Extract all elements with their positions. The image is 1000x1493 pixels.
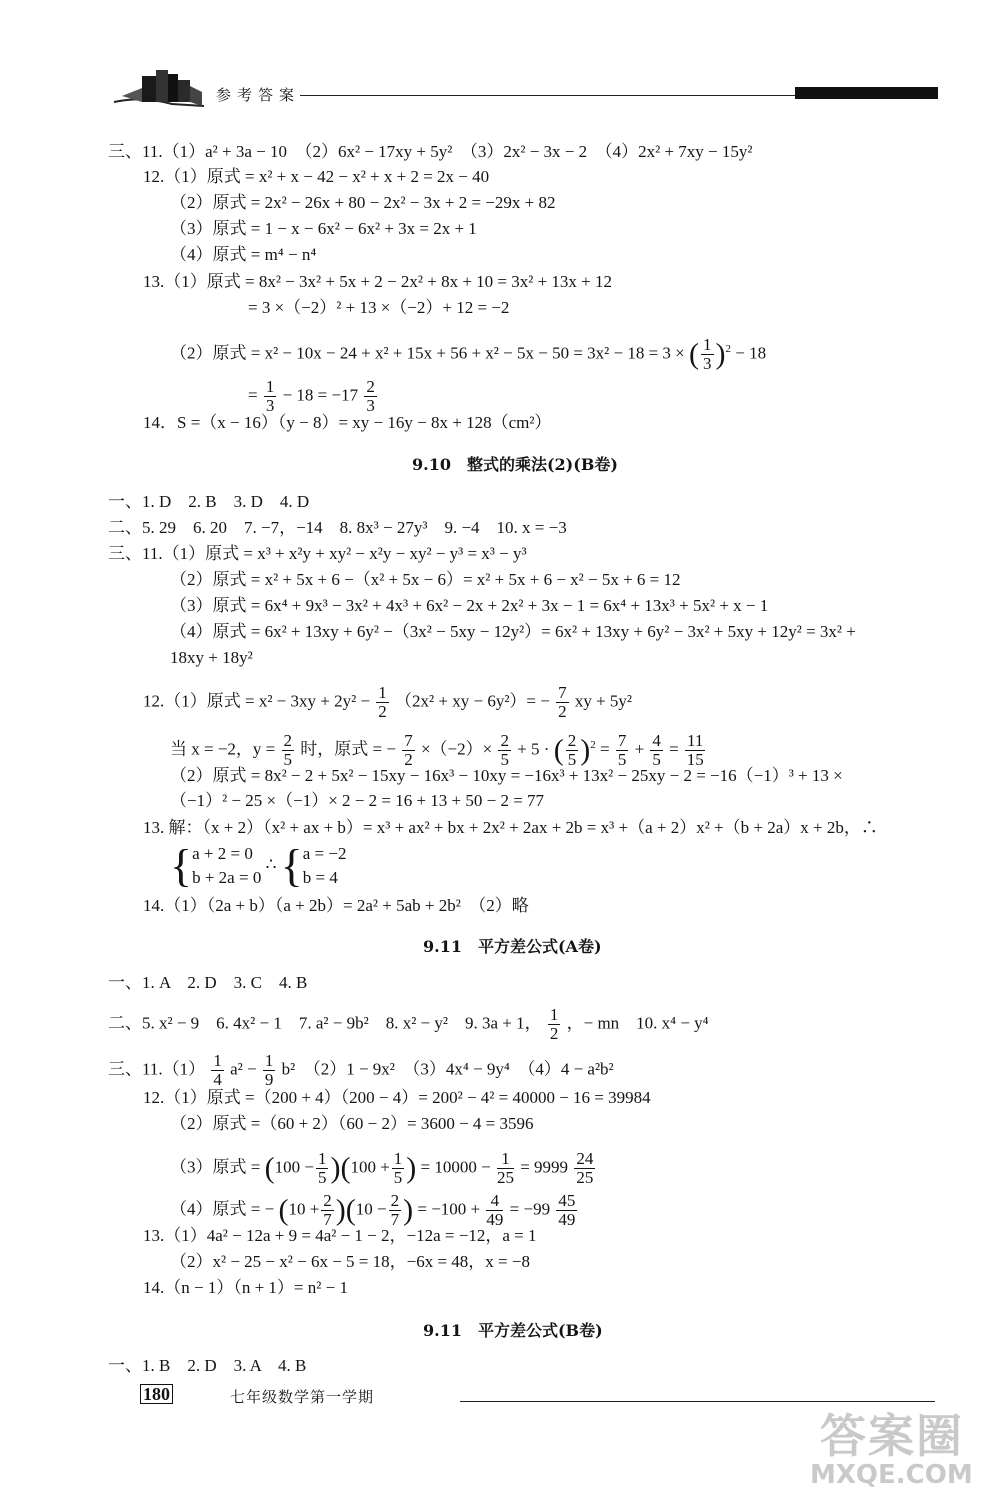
expr-text: = 10000 −: [420, 1157, 491, 1177]
fraction: $\frac{2}{3}$: [366, 377, 375, 415]
answer-line: [170, 732, 707, 769]
answer-line: （2）x² − 25 − x² − 6x − 5 = 18，−6x = 48，x = −8: [170, 1252, 530, 1271]
answer-line: （2）原式 = x² + 5x + 6 −（x² + 5x − 6）= x² + 5x + 6 − x² − 5x + 6 = 12: [170, 570, 681, 589]
header-rule-thick: [795, 87, 938, 99]
paren-right: ): [330, 1151, 341, 1185]
answer-line: （4）原式 = m⁴ − n⁴: [170, 245, 317, 264]
header-title: 参考答案: [216, 86, 301, 104]
expr-text: =: [599, 739, 610, 759]
equation-system: [170, 842, 346, 890]
expr-text: （4）原式 = −: [170, 1199, 275, 1219]
expr-text: ，− mn 10. x⁴ − y⁴: [566, 1013, 709, 1033]
paren-right: ): [580, 733, 591, 767]
brace-icon: {: [170, 840, 193, 891]
fraction: $\frac{1}{5}$: [317, 1149, 327, 1187]
expr-text: b² （2）1 − 9x² （3）4x⁴ − 9y⁴ （4）4 − a²b²: [281, 1059, 614, 1079]
expr-text: （2）原式 = x² − 10x − 24 + x² + 15x + 56 + x² − 5x − 50 = 3x² − 18 = 3 ×: [170, 343, 685, 363]
expr-text: a² −: [230, 1059, 257, 1079]
answer-line: [108, 1006, 709, 1043]
paren-left: (: [689, 337, 700, 371]
answer-line: （2）原式 = 8x² − 2 + 5x² − 15xy − 16x³ − 10xy = −16x³ + 13x² − 25xy − 2 = −16（−1）³ + 13 ×: [170, 766, 843, 785]
expr-text: 二、5. x² − 9 6. 4x² − 1 7. a² − 9b² 8. x² − y² 9. 3a + 1，: [108, 1013, 542, 1033]
answer-line: 18xy + 18y²: [170, 648, 253, 667]
expr-text: （3）原式 =: [170, 1157, 261, 1177]
answer-line: [143, 684, 632, 721]
answer-line: 二、5. 29 6. 20 7. −7，−14 8. 8x³ − 27y³ 9. −4 10. x = −3: [108, 518, 567, 537]
expr-text: = −99: [509, 1199, 551, 1219]
expr-text: + 5 ·: [517, 739, 550, 759]
fraction: $\frac{7}{2}$: [558, 683, 567, 721]
expr-text: = 9999: [520, 1157, 569, 1177]
answer-line: 13. 解：（x + 2）（x² + ax + b）= x³ + ax² + bx + 2x² + 2ax + 2b = x³ +（a + 2）x² +（b + 2a）x + 2b，∴: [143, 818, 878, 837]
paren-right: ): [406, 1151, 417, 1185]
answer-line: 13.（1）4a² − 12a + 9 = 4a² − 1 − 2，−12a = −12，a = 1: [143, 1226, 537, 1245]
watermark: [790, 1400, 990, 1488]
paren-left: (: [264, 1151, 275, 1185]
answer-line: （3）原式 = (100 − $\frac{1}{5}$ )(100 + $\frac{1}{5}$ ) = 10000 − $\frac{1}{25}$ = 9999 $\frac{24}{25}$: [170, 1149, 594, 1187]
answer-line: （−1）² − 25 ×（−1）× 2 − 2 = 16 + 13 + 50 − 2 = 77: [170, 791, 545, 810]
answer-line: （3）原式 = 1 − x − 6x² − 6x² + 3x = 2x + 1: [170, 219, 477, 238]
expr-text: xy + 5y²: [574, 691, 633, 711]
answer-line: 一、1. D 2. B 3. D 4. D: [108, 492, 310, 511]
answer-line: 14.（1）（2a + b）（a + 2b）= 2a² + 5ab + 2b² （2）略: [143, 896, 529, 915]
expr-text: 12.（1）原式 = x² − 3xy + 2y² −: [143, 691, 371, 711]
answer-line: （2）原式 = 2x² − 26x + 80 − 2x² − 3x + 2 = −29x + 82: [170, 193, 556, 212]
section-title: 9.11 平方差公式(A卷): [423, 937, 602, 956]
section-title: 9.11 平方差公式(B卷): [423, 1321, 603, 1340]
fraction: $\frac{1}{2}$: [378, 683, 387, 721]
expr-text: +: [634, 739, 645, 759]
system-lines: a = −2 b = 4: [302, 844, 347, 887]
paren-left: (: [553, 733, 564, 767]
expr-text: 时，原式 = −: [300, 739, 396, 759]
expr-text: （2x² + xy − 6y²）= −: [395, 691, 550, 711]
answer-line: 三、11.（1）原式 = x³ + x²y + xy² − x²y − xy² − y³ = x³ − y³: [108, 544, 527, 563]
answer-line: （2）原式 =（60 + 2）（60 − 2）= 3600 − 4 = 3596: [170, 1114, 534, 1133]
answer-line: 13.（1）原式 = 8x² − 3x² + 5x + 2 − 2x² + 8x + 10 = 3x² + 13x + 12: [143, 272, 613, 291]
answer-line: [170, 336, 766, 373]
paren-right: ): [335, 1193, 346, 1227]
fraction: $\frac{11}{15}$: [686, 731, 704, 769]
fraction: $\frac{1}{3}$: [703, 335, 712, 373]
expr-text: − 18 = −17: [282, 385, 359, 405]
header-rule-thin: [300, 95, 795, 96]
expr-text: 当 x = −2，y =: [170, 739, 276, 759]
paren-right: ): [715, 337, 726, 371]
fraction: $\frac{2}{5}$: [567, 731, 577, 769]
answer-line: 14.（n − 1）（n + 1）= n² − 1: [143, 1278, 348, 1297]
answer-line: 一、1. A 2. D 3. C 4. B: [108, 973, 308, 992]
fraction: $\frac{2}{7}$: [323, 1191, 332, 1229]
books-logo-icon: [112, 66, 207, 110]
paren-right: ): [403, 1193, 414, 1227]
page-number: 180: [140, 1384, 173, 1404]
fraction: $\frac{2}{7}$: [390, 1191, 400, 1229]
fraction: $\frac{2}{5}$: [500, 731, 509, 769]
paren-left: (: [340, 1151, 351, 1185]
answer-line: 三、11.（1）a² + 3a − 10 （2）6x² − 17xy + 5y² （3）2x² − 3x − 2 （4）2x² + 7xy − 15y²: [108, 142, 753, 161]
answer-line: [108, 1052, 614, 1089]
answer-line: （3）原式 = 6x⁴ + 9x³ − 3x² + 4x³ + 6x² − 2x + 2x² + 3x − 1 = 6x⁴ + 13x³ + 5x² + x − 1: [170, 596, 769, 615]
expr-text: ∴: [265, 854, 277, 874]
expr-text: 三、11.（1）: [108, 1059, 206, 1079]
watermark-text: 答案圈: [820, 1409, 964, 1463]
fraction: $\frac{7}{5}$: [617, 731, 627, 769]
answer-line: 12.（1）原式 = x² + x − 42 − x² + x + 2 = 2x − 40: [143, 167, 490, 186]
exponent: 2: [590, 738, 596, 751]
watermark-url: MXQE.COM: [810, 1460, 973, 1490]
expr-text: =: [248, 385, 258, 405]
fraction: $\frac{1}{9}$: [264, 1051, 274, 1089]
fraction: $\frac{2}{5}$: [283, 731, 293, 769]
answer-line: = 3 ×（−2）² + 13 ×（−2）+ 12 = −2: [248, 298, 510, 317]
fraction: $\frac{1}{3}$: [265, 377, 275, 415]
expr-text: ×（−2）×: [420, 739, 493, 759]
fraction: $\frac{1}{25}$: [496, 1149, 514, 1187]
section-title: 9.10 整式的乘法(2)(B卷): [412, 455, 618, 474]
fraction: $\frac{7}{2}$: [404, 731, 413, 769]
answer-line: （4）原式 = − (10 + $\frac{2}{7}$ )(10 − $\frac{2}{7}$ ) = −100 + $\frac{4}{49}$ = −99 $\frac{45}{49}$: [170, 1191, 576, 1229]
expr-text: =: [669, 739, 679, 759]
answer-line: [248, 378, 379, 415]
fraction: $\frac{4}{5}$: [652, 731, 661, 769]
answer-line: （4）原式 = 6x² + 13xy + 6y² −（3x² − 5xy − 12y²）= 6x² + 13xy + 6y² − 3x² + 5xy + 12y² = 3x² +: [170, 622, 856, 641]
answer-line: 一、1. B 2. D 3. A 4. B: [108, 1356, 307, 1375]
answer-line: 12.（1）原式 =（200 + 4）（200 − 4）= 200² − 4² = 40000 − 16 = 39984: [143, 1088, 651, 1107]
answer-line: 14．S =（x − 16）（y − 8）= xy − 16y − 8x + 128（cm²）: [143, 413, 552, 432]
fraction: $\frac{24}{25}$: [576, 1149, 594, 1187]
expr-text: = −100 +: [417, 1199, 481, 1219]
fraction: $\frac{1}{2}$: [549, 1005, 559, 1043]
brace-icon: {: [280, 840, 303, 891]
exponent: 2: [725, 342, 732, 355]
fraction: $\frac{45}{49}$: [558, 1191, 576, 1229]
fraction: $\frac{4}{49}$: [486, 1191, 504, 1229]
footer-title: 七年级数学第一学期: [230, 1388, 375, 1406]
paren-left: (: [278, 1193, 289, 1227]
fraction: $\frac{1}{4}$: [213, 1051, 222, 1089]
expr-text: − 18: [735, 343, 767, 363]
fraction: $\frac{1}{5}$: [393, 1149, 403, 1187]
page-header: [0, 0, 1000, 120]
system-lines: a + 2 = 0 b + 2a = 0: [192, 844, 262, 887]
paren-left: (: [345, 1193, 356, 1227]
